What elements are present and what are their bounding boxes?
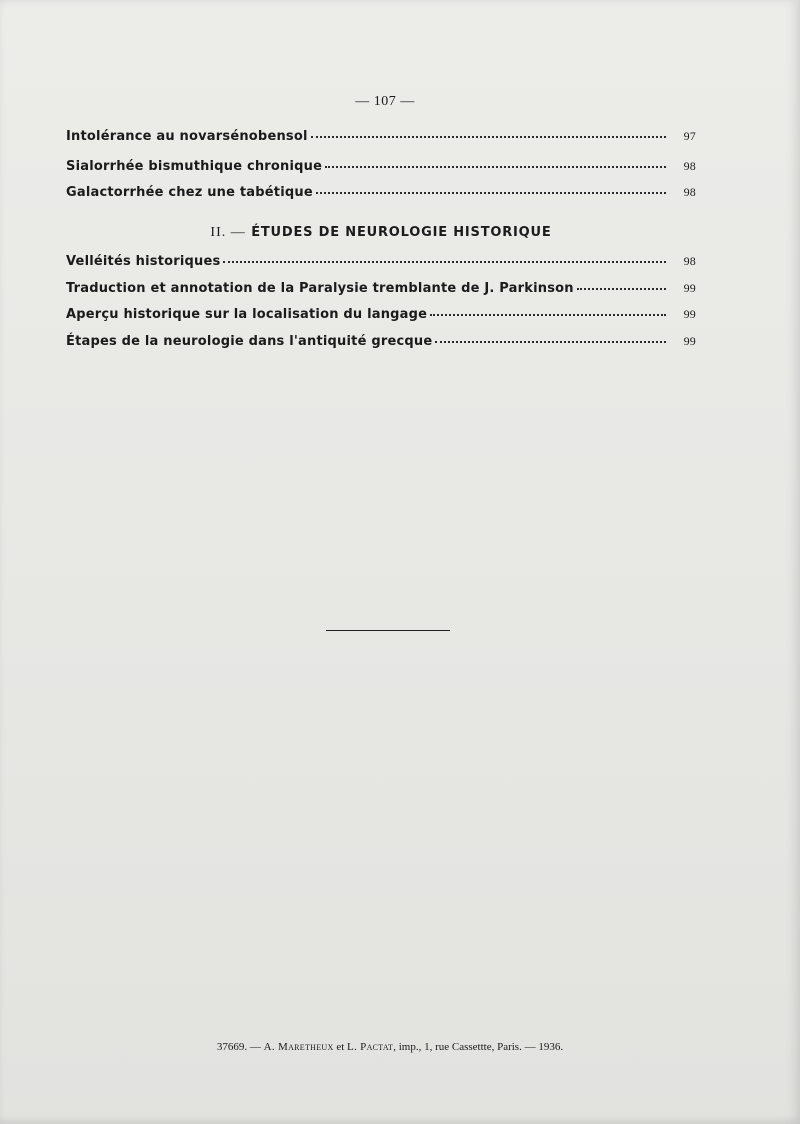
dot-leader — [311, 126, 666, 138]
toc-entry-page: 99 — [683, 307, 696, 321]
dot-leader — [577, 278, 666, 290]
dot-leader — [325, 156, 666, 168]
colophon-printer-1: A. Maretheux — [263, 1041, 334, 1053]
dot-leader — [316, 182, 666, 194]
toc-entry-title: Aperçu historique sur la localisation du langage — [66, 307, 428, 322]
toc-entry — [66, 306, 696, 326]
toc-entry-page: 99 — [683, 281, 696, 295]
colophon-and: et — [336, 1041, 345, 1053]
toc-entry — [66, 280, 696, 300]
toc-entry-title: Intolérance au novarsénobensol — [66, 129, 308, 144]
toc-entry-title: Sialorrhée bismuthique chronique — [66, 159, 323, 174]
end-rule — [326, 630, 450, 631]
toc-entry-page: 97 — [683, 129, 696, 143]
section-heading — [66, 224, 696, 241]
dot-leader — [223, 251, 666, 263]
toc-entry — [66, 253, 696, 273]
toc-entry — [66, 184, 696, 204]
toc-entry-page: 99 — [683, 334, 696, 348]
toc-entry — [66, 333, 696, 353]
toc-entry — [66, 158, 696, 178]
toc-entry — [66, 128, 696, 148]
page-number: — 107 — — [355, 94, 415, 109]
section-title: ÉTUDES DE NEUROLOGIE HISTORIQUE — [251, 225, 552, 240]
colophon-printer-2: L. Pactat — [347, 1041, 394, 1053]
colophon-number: 37669. — — [216, 1041, 261, 1053]
toc-entry-title: Traduction et annotation de la Paralysie tremblante de J. Parkinson — [66, 281, 574, 296]
printer-colophon — [0, 1041, 780, 1053]
toc-entry-title: Velléités historiques — [66, 254, 221, 269]
dot-leader — [430, 304, 666, 316]
toc-entry-title: Galactorrhée chez une tabétique — [66, 185, 313, 200]
toc-entry-page: 98 — [683, 185, 696, 199]
toc-entry-page: 98 — [683, 159, 696, 173]
section-numeral: II. — — [210, 225, 246, 240]
colophon-address: , imp., 1, rue Cassettte, Paris. — 1936. — [393, 1041, 564, 1053]
toc-entry-page: 98 — [683, 254, 696, 268]
dot-leader — [435, 331, 666, 343]
toc-entry-title: Étapes de la neurologie dans l'antiquité grecque — [66, 334, 433, 349]
